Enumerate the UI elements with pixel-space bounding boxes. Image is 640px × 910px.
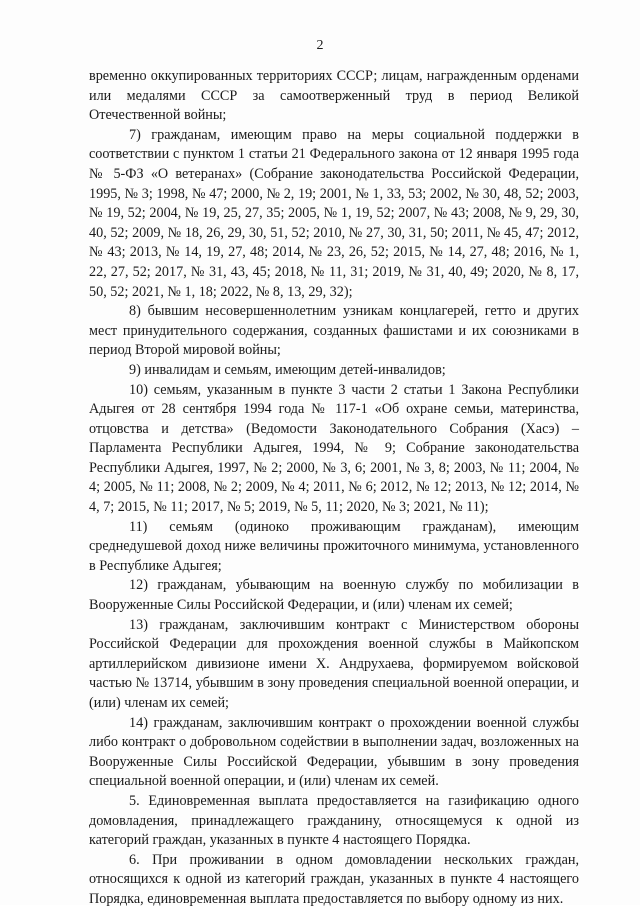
paragraph-item-10: 10) семьям, указанным в пункте 3 части 2 статьи 1 Закона Республики Адыгея от 28 сентября 1994 года № 117-1 «Об охране семьи, материнства, отцовства и детства» (Ведомости Законодательного Собрания (Хасэ) – Парламента Республики Адыгея, 1994, № 9; Собрание законодательства Республики Адыгея, 1997, № 2; 2000, № 3, 6; 2001, № 3, 8; 2003, № 11; 2004, № 4; 2005, № 11; 2008, № 2; 2009, № 4; 2011, № 6; 2012, № 12; 2013, № 12; 2014, № 4, 7; 2015, № 11; 2017, № 5; 2019, № 5, 11; 2020, № 3; 2021, № 11); (89, 381, 579, 516)
paragraph-item-14: 14) гражданам, заключившим контракт о прохождении военной службы либо контракт о добровольном содействии в выполнении задач, возложенных на Вооруженные Силы Российской Федерации, убывшим в зону проведения специальной военной операции, и (или) членам их семей. (89, 714, 579, 790)
paragraph-item-7: 7) гражданам, имеющим право на меры социальной поддержки в соответствии с пунктом 1 статьи 21 Федерального закона от 12 января 1995 года № 5-ФЗ «О ветеранах» (Собрание законодательства Российской Федерации, 1995, № 3; 1998, № 47; 2000, № 2, 19; 2001, № 1, 33, 53; 2002, № 30, 48, 52; 2003, № 19, 52; 2004, № 19, 25, 27, 35; 2005, № 1, 19, 52; 2007, № 43; 2008, № 9, 29, 30, 40, 52; 2009, № 18, 26, 29, 30, 51, 52; 2010, № 27, 30, 31, 50; 2011, № 45, 47; 2012, № 43; 2013, № 14, 19, 27, 48; 2014, № 23, 26, 52; 2015, № 14, 27, 48; 2016, № 1, 22, 27, 52; 2017, № 31, 43, 45; 2018, № 11, 31; 2019, № 31, 40, 49; 2020, № 8, 17, 50, 52; 2021, № 1, 18; 2022, № 8, 13, 29, 32); (89, 126, 579, 300)
paragraph-section-5: 5. Единовременная выплата предоставляется на газификацию одного домовладения, принадлежащего гражданину, относящемуся к одной из категорий граждан, указанных в пункте 4 настоящего Порядка. (89, 792, 579, 849)
paragraph-item-9: 9) инвалидам и семьям, имеющим детей-инвалидов; (129, 361, 446, 378)
document-body (89, 67, 579, 910)
paragraph-item-12: 12) гражданам, убывающим на военную службу по мобилизации в Вооруженные Силы Российской Федерации, и (или) членам их семей; (89, 577, 579, 614)
paragraph-item-11: 11) семьям (одиноко проживающим гражданам), имеющим среднедушевой доход ниже величины прожиточного минимума, установленного в Республике Адыгея; (89, 518, 579, 574)
paragraph-item-8: 8) бывшим несовершеннолетним узникам концлагерей, гетто и других мест принудительного содержания, созданных фашистами и их союзниками в период Второй мировой войны; (89, 303, 579, 359)
paragraph-continuation: временно оккупированных территориях СССР; лицам, награжденным орденами или медалями СССР за самоотверженный труд в период Великой Отечественной войны; (89, 68, 579, 124)
paragraph-section-6: 6. При проживании в одном домовладении нескольких граждан, относящихся к одной из категорий граждан, указанных в пункте 4 настоящего Порядка, единовременная выплата предоставляется по выбору одному из них. (89, 851, 579, 907)
page-number: 2 (316, 38, 324, 53)
paragraph-item-13: 13) гражданам, заключившим контракт с Министерством обороны Российской Федерации для прохождения военной службы в Майкопском артиллерийском дивизионе имени Х. Андрухаева, формируемом войсковой частью № 13714, убывшим в зону проведения специальной военной операции, и (или) членам их семей; (89, 616, 579, 711)
